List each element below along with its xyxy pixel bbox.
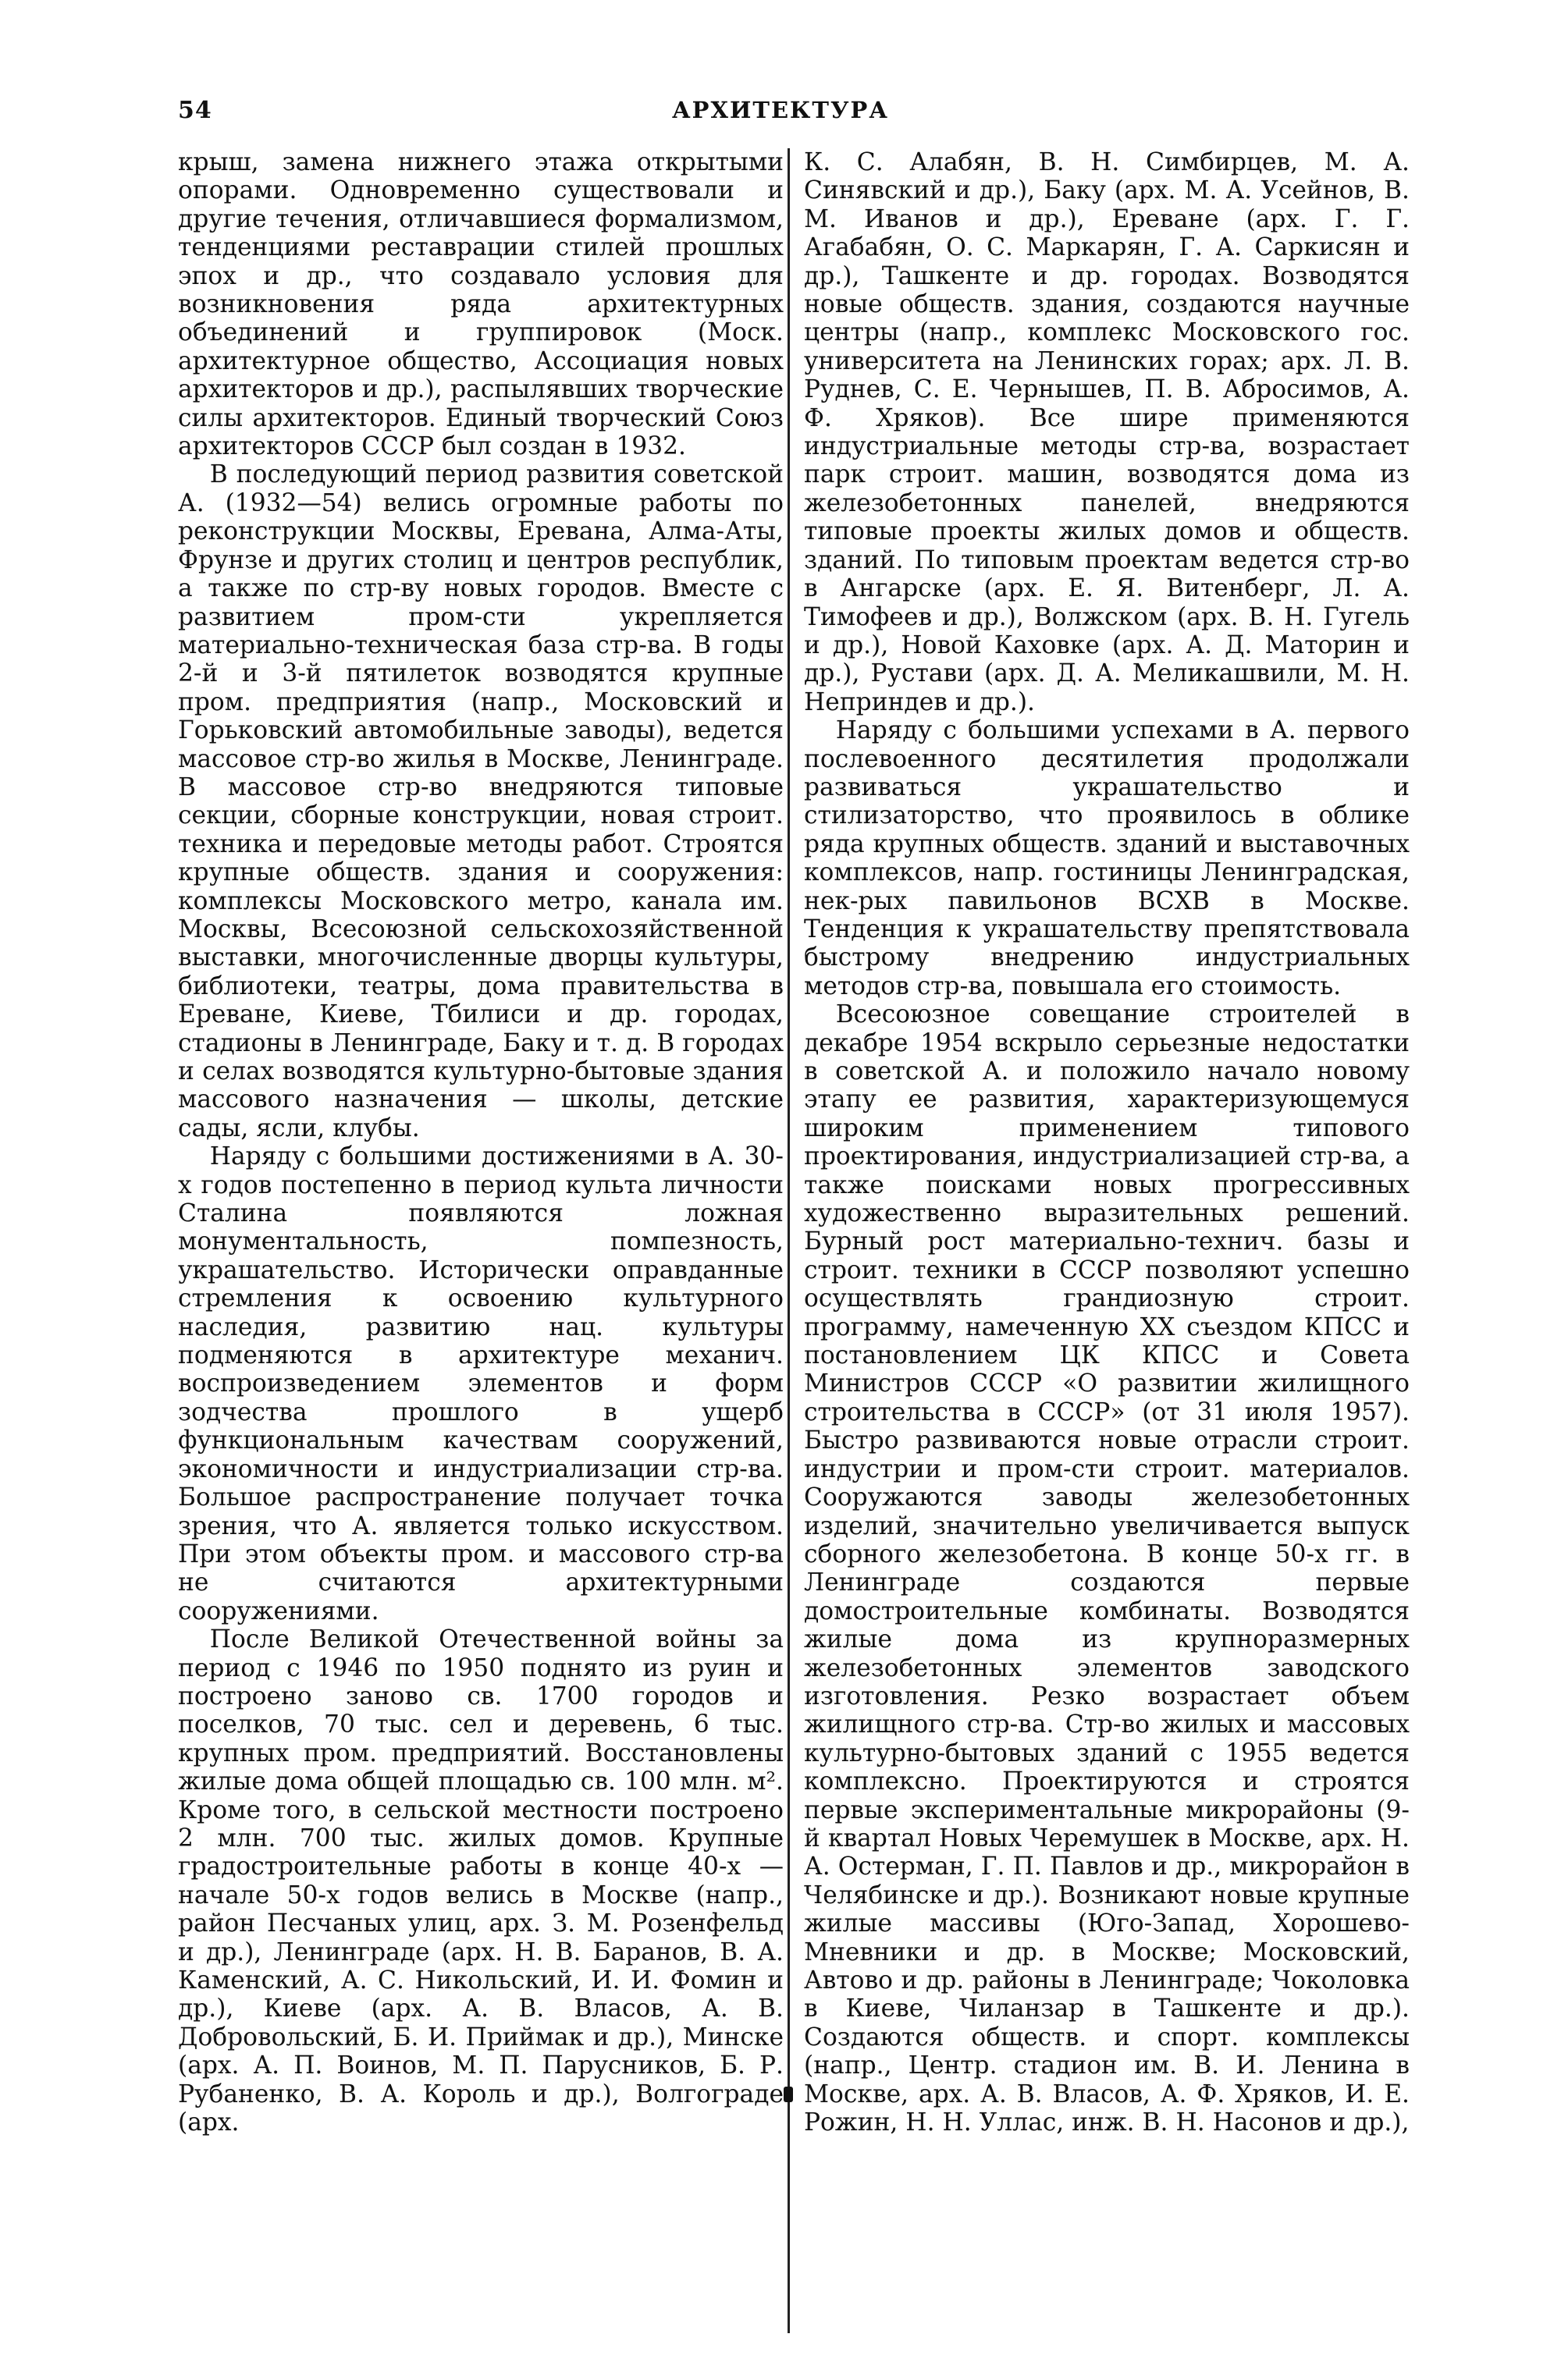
right-column — [804, 148, 1410, 2137]
left-column — [178, 148, 784, 2137]
page-number: 54 — [178, 97, 212, 124]
paragraph: В последующий период развития советской А. (1932—54) велись огромные работы по реконструкции Москвы, Еревана, Алма-Аты, Фрунзе и других столиц и центров республик, а также по стр-ву новых городов. Вместе с развитием пром-сти укрепляется материально-техническая база стр-ва. В годы 2-й и 3-й пятилеток возводятся крупные пром. предприятия (напр., Московский и Горьковский автомобильные заводы), ведется массовое стр-во жилья в Москве, Ленинграде. В массовое стр-во внедряются типовые секции, сборные конструкции, новая строит. техника и передовые методы работ. Строятся крупные обществ. здания и сооружения: комплексы Московского метро, канала им. Москвы, Всесоюзной сельскохозяйственной выставки, многочисленные дворцы культуры, библиотеки, театры, дома правительства в Ереване, Киеве, Тбилиси и др. городах, стадионы в Ленинграде, Баку и т. д. В городах и селах возводятся культурно-бытовые здания массового назначения — школы, детские сады, ясли, клубы. — [178, 460, 784, 1142]
paragraph: Наряду с большими достижениями в А. 30-х годов постепенно в период культа личности Сталина появляются ложная монументальность, помпезность, украшательство. Исторически оправданные стремления к освоению культурного наследия, развитию нац. культуры подменяются в архитектуре механич. воспроизведением элементов и форм зодчества прошлого в ущерб функциональным качествам сооружений, экономичности и индустриализации стр-ва. Большое распространение получает точка зрения, что А. является только искусством. При этом объекты пром. и массового стр-ва не считаются архитектурными сооружениями. — [178, 1142, 784, 1625]
paragraph: Всесоюзное совещание строителей в декабре 1954 вскрыло серьезные недостатки в советской А. и положило начало новому этапу ее развития, характеризующемуся широким применением типового проектирования, индустриализацией стр-ва, а также поисками новых прогрессивных художественно выразительных решений. Бурный рост материально-технич. базы и строит. техники в СССР позволяют успешно осуществлять грандиозную строит. программу, намеченную XX съездом КПСС и постановлением ЦК КПСС и Совета Министров СССР «О развитии жилищного строительства в СССР» (от 31 июля 1957). Быстро развиваются новые отрасли строит. индустрии и пром-сти строит. материалов. Сооружаются заводы железобетонных изделий, значительно увеличивается выпуск сборного железобетона. В конце 50-х гг. в Ленинграде создаются первые домостроительные комбинаты. Возводятся жилые дома из крупноразмерных железобетонных элементов заводского изготовления. Резко возрастает объем жилищного стр-ва. Стр-во жилых и массовых культурно-бытовых зданий с 1955 ведется комплексно. Проектируются и строятся первые экспериментальные микрорайоны (9-й квартал Новых Черемушек в Москве, арх. Н. А. Остерман, Г. П. Павлов и др., микрорайон в Челябинске и др.). Возникают новые крупные жилые массивы (Юго-Запад, Хорошево-Мневники и др. в Москве; Московский, Автово и др. районы в Ленинграде; Чоколовка в Киеве, Чиланзар в Ташкенте и др.). Создаются обществ. и спорт. комплексы (напр., Центр. стадион им. В. И. Ленина в Москве, арх. А. В. Власов, А. Ф. Хряков, И. Е. Рожин, Н. Н. Уллас, инж. В. Н. Насонов и др.), — [804, 1000, 1410, 2137]
running-head: АРХИТЕКТУРА — [672, 97, 889, 123]
margin-mark — [784, 2087, 793, 2102]
paragraph: крыш, замена нижнего этажа открытыми опорами. Одновременно существовали и другие течения, отличавшиеся формализмом, тенденциями реставрации стилей прошлых эпох и др., что создавало условия для возникновения ряда архитектурных объединений и группировок (Моск. архитектурное общество, Ассоциация новых архитекторов и др.), распылявших творческие силы архитекторов. Единый творческий Союз архитекторов СССР был создан в 1932. — [178, 148, 784, 461]
paragraph: После Великой Отечественной войны за период с 1946 по 1950 поднято из руин и построено заново св. 1700 городов и поселков, 70 тыс. сел и деревень, 6 тыс. крупных пром. предприятий. Восстановлены жилые дома общей площадью св. 100 млн. м². Кроме того, в сельской местности построено 2 млн. 700 тыс. жилых домов. Крупные градостроительные работы в конце 40-х — начале 50-х годов велись в Москве (напр., район Песчаных улиц, арх. З. М. Розенфельд и др.), Ленинграде (арх. Н. В. Баранов, В. А. Каменский, А. С. Никольский, И. И. Фомин и др.), Киеве (арх. А. В. Власов, А. В. Добровольский, Б. И. Приймак и др.), Минске (арх. А. П. Воинов, М. П. Парусников, Б. Р. Рубаненко, В. А. Король и др.), Волгограде (арх. — [178, 1625, 784, 2137]
paragraph: Наряду с большими успехами в А. первого послевоенного десятилетия продолжали развиваться украшательство и стилизаторство, что проявилось в облике ряда крупных обществ. зданий и выставочных комплексов, напр. гостиницы Ленинградская, нек-рых павильонов ВСХВ в Москве. Тенденция к украшательству препятствовала быстрому внедрению индустриальных методов стр-ва, повышала его стоимость. — [804, 716, 1410, 1000]
paragraph: К. С. Алабян, В. Н. Симбирцев, М. А. Синявский и др.), Баку (арх. М. А. Усейнов, В. М. Иванов и др.), Ереване (арх. Г. Г. Агабабян, О. С. Маркарян, Г. А. Саркисян и др.), Ташкенте и др. городах. Возводятся новые обществ. здания, создаются научные центры (напр., комплекс Московского гос. университета на Ленинских горах; арх. Л. В. Руднев, С. Е. Чернышев, П. В. Абросимов, А. Ф. Хряков). Все шире применяются индустриальные методы стр-ва, возрастает парк строит. машин, возводятся дома из железобетонных панелей, внедряются типовые проекты жилых домов и обществ. зданий. По типовым проектам ведется стр-во в Ангарске (арх. Е. Я. Витенберг, Л. А. Тимофеев и др.), Волжском (арх. В. Н. Гугель и др.), Новой Каховке (арх. А. Д. Маторин и др.), Рустави (арх. Д. А. Меликашвили, М. Н. Неприндев и др.). — [804, 148, 1410, 716]
column-divider — [788, 148, 790, 2333]
